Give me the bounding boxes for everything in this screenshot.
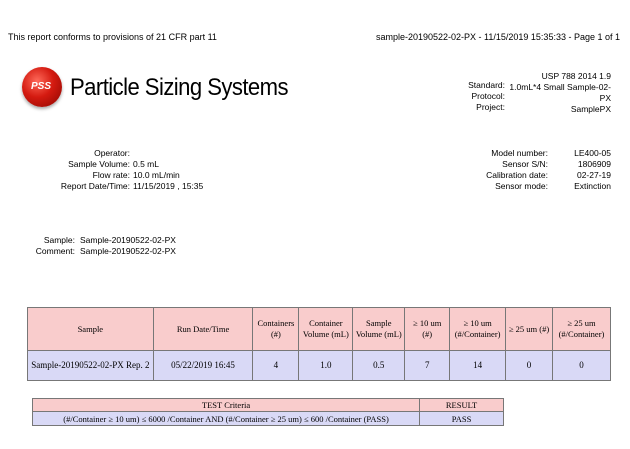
sample-value: Sample-20190522-02-PX <box>80 235 176 245</box>
report-datetime-value: 11/15/2019 , 15:35 <box>133 181 204 191</box>
sensor-sn-value: 1806909 <box>577 159 611 169</box>
cell-25um-per-container: 0 <box>552 351 610 381</box>
comment-label: Comment: <box>35 246 75 256</box>
cell-criteria: (#/Container ≥ 10 um) ≤ 6000 /Container AND (#/Container ≥ 25 um) ≤ 600 /Container (PASS) <box>33 412 420 426</box>
cell-sample-volume: 0.5 <box>353 351 405 381</box>
standard-values <box>508 71 611 115</box>
col-sample: Sample <box>28 308 154 351</box>
calibration-date-value: 02-27-19 <box>576 170 611 180</box>
sensor-mode-value: Extinction <box>574 181 611 191</box>
sample-volume-value: 0.5 mL <box>133 159 159 169</box>
col-10um-per-container: ≥ 10 um (#/Container) <box>450 308 506 351</box>
logo-mark-text: PSS <box>31 81 52 92</box>
calibration-date-label: Calibration date: <box>486 170 548 180</box>
brand-name: Particle Sizing Systems <box>70 74 288 101</box>
protocol-value: 1.0mL*4 Small Sample-02-PX <box>509 82 611 103</box>
cell-25um-count: 0 <box>506 351 553 381</box>
flow-rate-label: Flow rate: <box>92 170 130 180</box>
cell-10um-per-container: 14 <box>450 351 506 381</box>
operator-values <box>133 148 253 192</box>
results-table <box>27 307 611 381</box>
sample-labels <box>20 235 75 257</box>
protocol-label: Protocol: <box>471 91 505 101</box>
model-number-value: LE400-05 <box>574 148 611 158</box>
col-result: RESULT <box>420 399 504 412</box>
comment-value: Sample-20190522-02-PX <box>80 246 176 256</box>
project-value: SamplePX <box>570 104 611 114</box>
sensor-values <box>553 148 611 192</box>
cell-run-datetime: 05/22/2019 16:45 <box>153 351 253 381</box>
cell-10um-count: 7 <box>405 351 450 381</box>
standard-labels <box>435 80 505 113</box>
project-label: Project: <box>476 102 505 112</box>
cell-sample: Sample-20190522-02-PX Rep. 2 <box>28 351 154 381</box>
cell-container-volume: 1.0 <box>299 351 353 381</box>
sample-volume-label: Sample Volume: <box>68 159 130 169</box>
standard-label: Standard: <box>468 80 505 90</box>
results-header-row <box>28 308 611 351</box>
sample-values <box>80 235 280 257</box>
sensor-sn-label: Sensor S/N: <box>502 159 548 169</box>
table-row <box>28 351 611 381</box>
col-10um-count: ≥ 10 um (#) <box>405 308 450 351</box>
flow-rate-value: 10.0 mL/min <box>133 170 180 180</box>
criteria-table <box>32 398 504 426</box>
col-container-volume: Container Volume (mL) <box>299 308 353 351</box>
sample-label: Sample: <box>43 235 75 245</box>
col-test-criteria: TEST Criteria <box>33 399 420 412</box>
standard-value: USP 788 2014 1.9 <box>541 71 611 81</box>
cell-containers: 4 <box>253 351 299 381</box>
operator-value <box>133 148 253 159</box>
sensor-mode-label: Sensor mode: <box>495 181 548 191</box>
model-number-label: Model number: <box>491 148 548 158</box>
criteria-header-row <box>33 399 504 412</box>
col-sample-volume: Sample Volume (mL) <box>353 308 405 351</box>
cell-result: PASS <box>420 412 504 426</box>
operator-label: Operator: <box>94 148 130 158</box>
col-containers: Containers (#) <box>253 308 299 351</box>
col-25um-count: ≥ 25 um (#) <box>506 308 553 351</box>
report-page-info: sample-20190522-02-PX - 11/15/2019 15:35:33 - Page 1 of 1 <box>375 32 620 42</box>
report-compliance-note: This report conforms to provisions of 21 CFR part 11 <box>8 32 217 42</box>
sensor-labels <box>440 148 548 192</box>
table-row <box>33 412 504 426</box>
report-datetime-label: Report Date/Time: <box>60 181 130 191</box>
col-run-datetime: Run Date/Time <box>153 308 253 351</box>
operator-labels <box>40 148 130 192</box>
col-25um-per-container: ≥ 25 um (#/Container) <box>552 308 610 351</box>
